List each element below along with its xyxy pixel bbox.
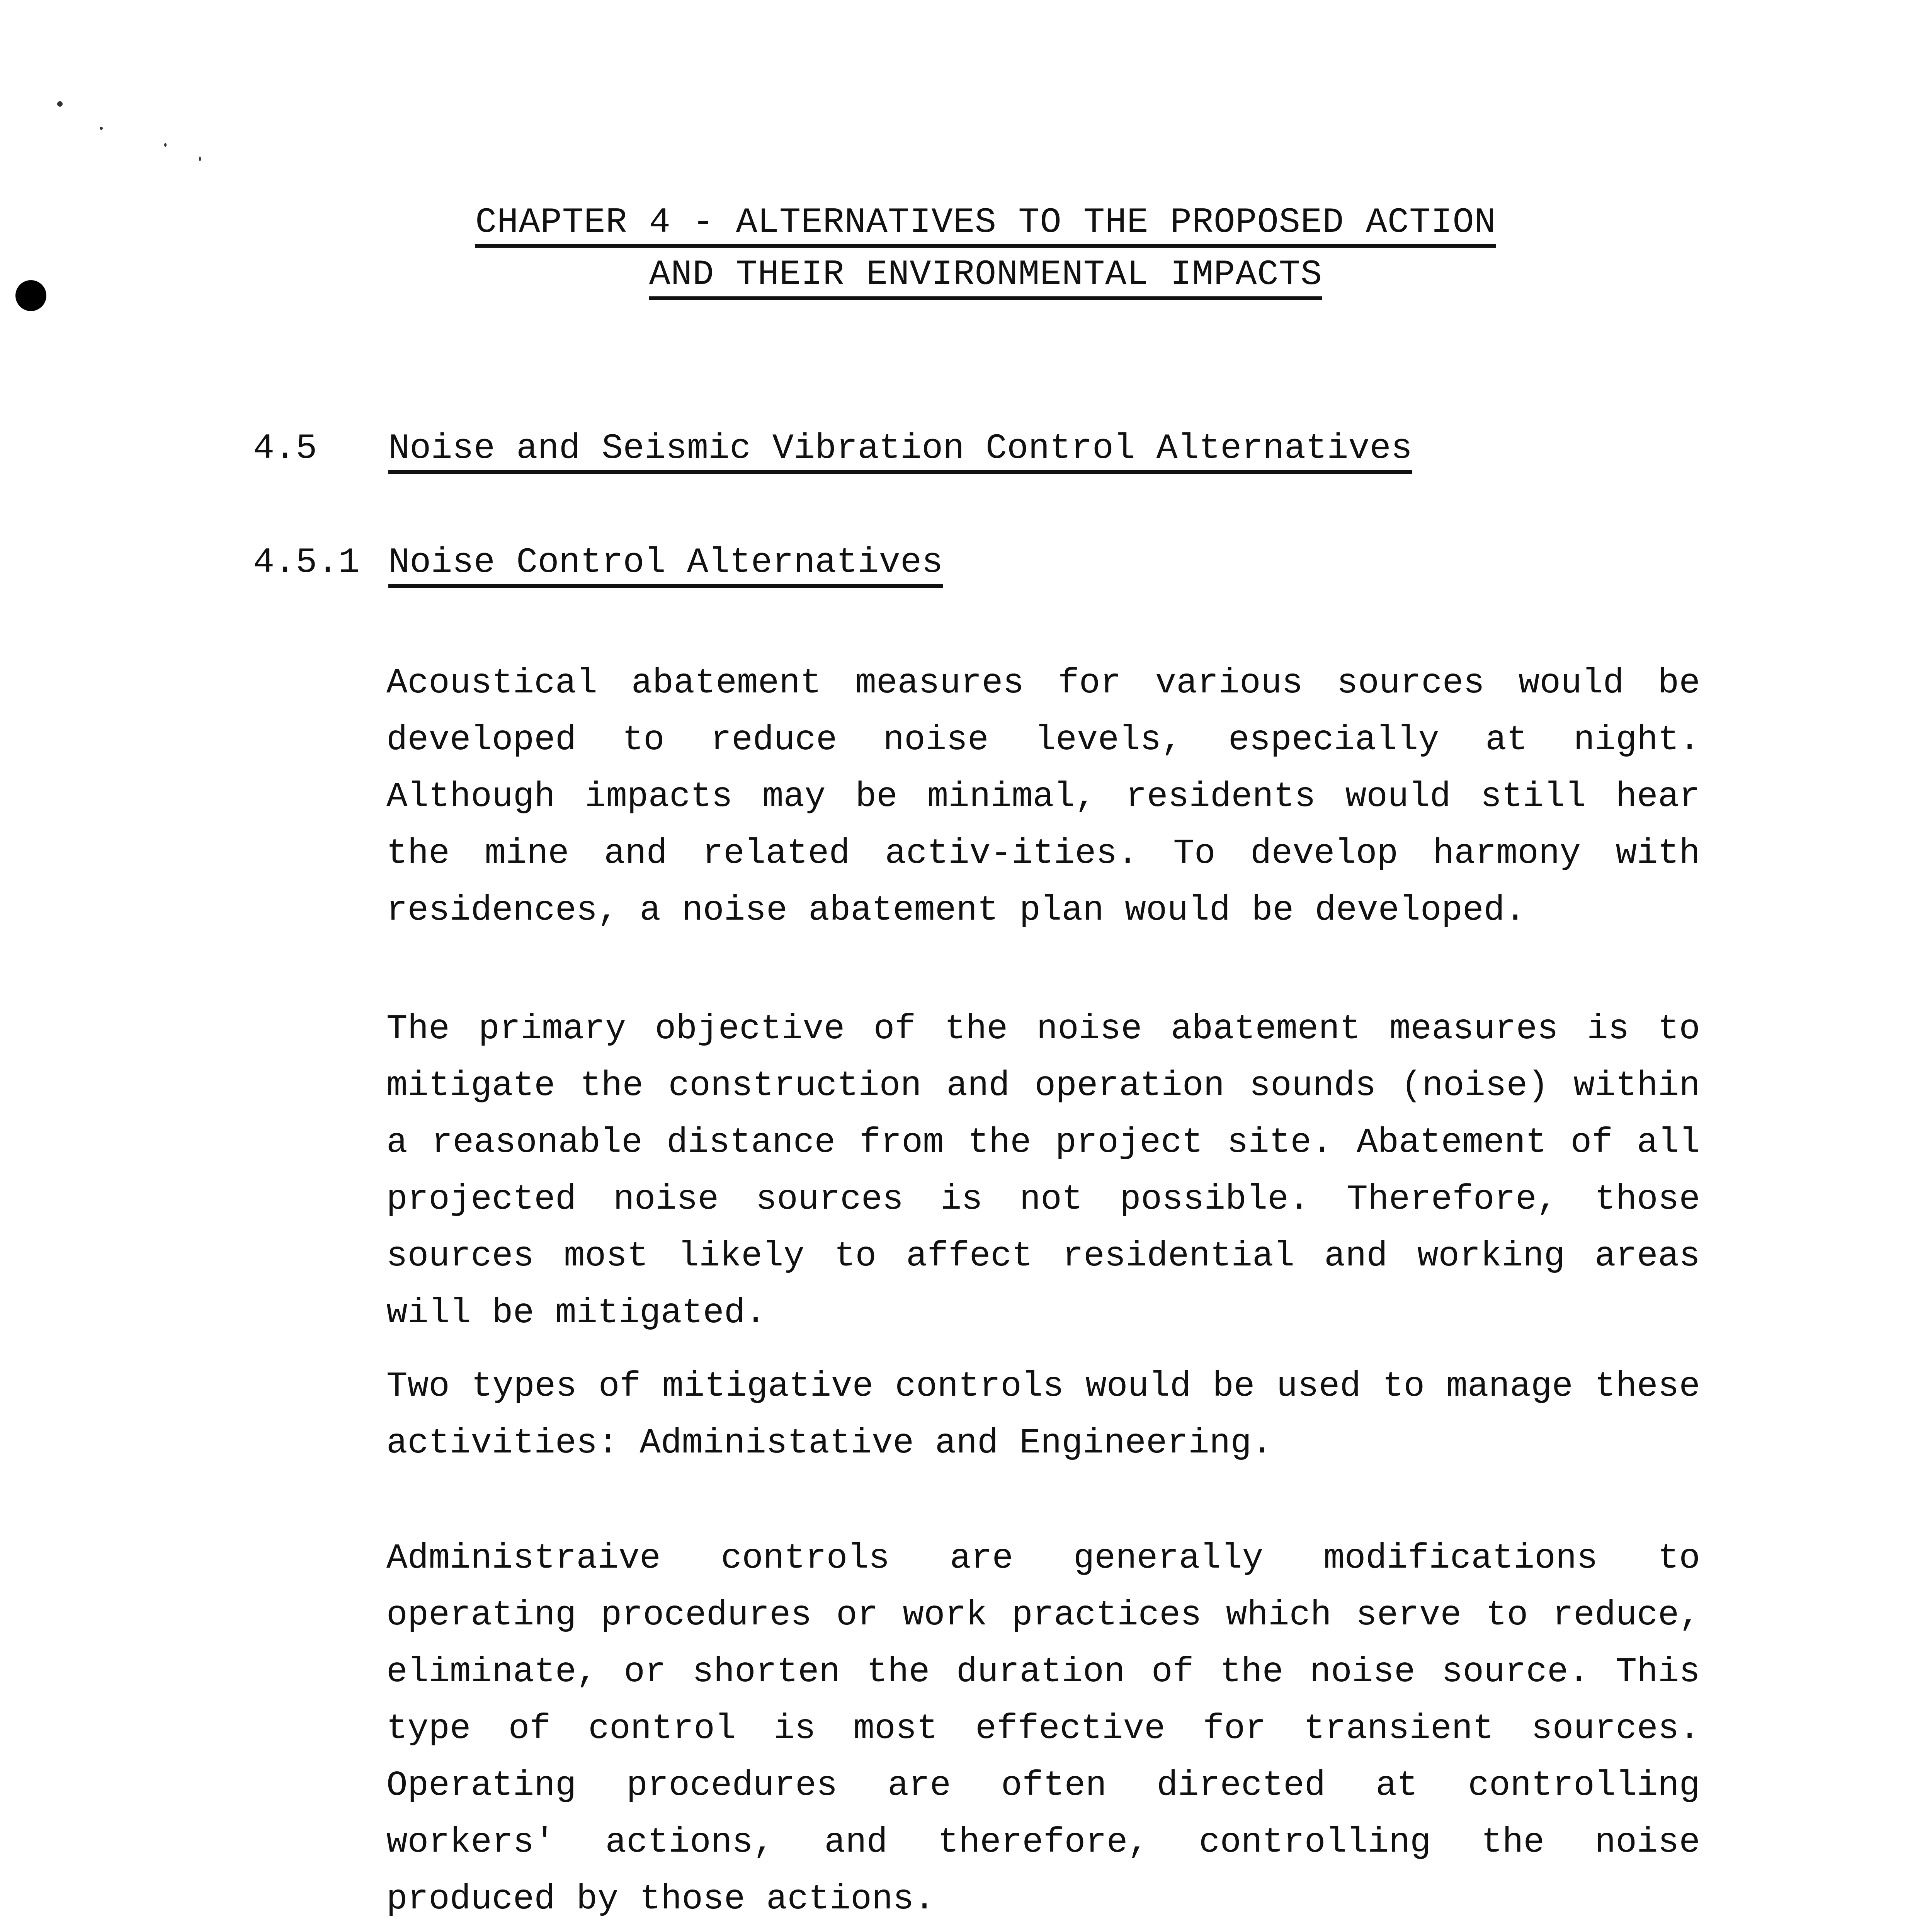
paragraph: Two types of mitigative controls would be used to manage these activities: Administative and Engineering. <box>386 1367 1700 1463</box>
chapter-title-text: CHAPTER 4 - ALTERNATIVES TO THE PROPOSED ACTION <box>475 205 1496 248</box>
chapter-title-line-1 <box>17 202 1932 248</box>
paragraph: Acoustical abatement measures for various sources would be developed to reduce noise levels, especially at night. Although impacts may be minimal, residents would still hear the mine and related activ-ities. To develop harmony with residences, a noise abatement plan would be developed. <box>386 663 1700 930</box>
section-title: Noise and Seismic Vibration Control Alternatives <box>388 431 1412 474</box>
section-title: Noise Control Alternatives <box>388 545 943 588</box>
section-number: 4.5 <box>253 428 317 469</box>
chapter-subtitle-text: AND THEIR ENVIRONMENTAL IMPACTS <box>649 257 1322 300</box>
section-number: 4.5.1 <box>253 542 360 583</box>
scan-speck <box>164 143 167 147</box>
scan-speck <box>57 101 63 107</box>
scan-speck <box>199 156 201 161</box>
scan-speck <box>100 127 103 130</box>
paragraph: The primary objective of the noise abatement measures is to mitigate the construction and operation sounds (noise) within a reasonable distance from the project site. Abatement of all projected noise sources is not possible. Therefore, those sources most likely to affect residential and working areas will be mitigated. <box>386 1009 1700 1333</box>
chapter-title-line-2 <box>17 254 1932 300</box>
paragraph: Administraive controls are generally modifications to operating procedures or work practices which serve to reduce, eliminate, or shorten the duration of the noise source. This type of control is most effective for transient sources. Operating procedures are often directed at controlling workers' actions, and therefore, controlling the noise produced by those actions. <box>386 1539 1700 1919</box>
